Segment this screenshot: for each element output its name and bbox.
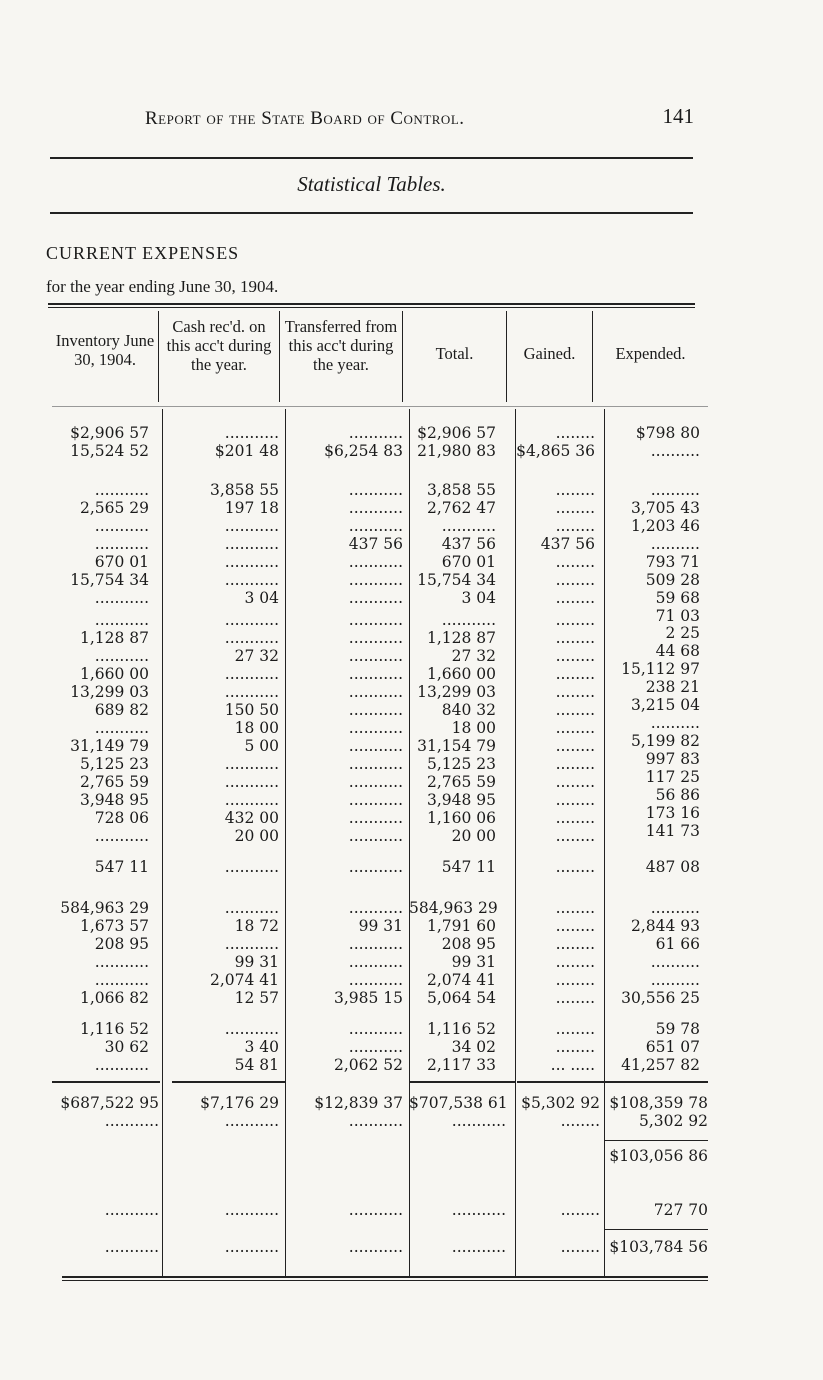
cash-values: ........... ........... 27 32 ........... ........... 150 50 18 00 5 00 ........... ........... ........... 432 00 20 00 <box>224 611 279 845</box>
expended-net: $103,056 86 <box>609 1147 708 1165</box>
cash-values: ........... <box>224 1201 279 1219</box>
inventory-values: ........... 2,565 29 ........... ........... 670 01 15,754 34 ........... <box>70 481 149 607</box>
col-header-cash: Cash rec'd. on this acc't during the year. <box>166 317 272 374</box>
total-values: ........... <box>451 1238 506 1256</box>
gained-values: ........ ........ ... ..... <box>550 1020 595 1074</box>
totals-rule <box>605 1081 708 1083</box>
cash-values: ........... <box>224 858 279 876</box>
inventory-values: ........... <box>104 1238 159 1256</box>
table-top-rule <box>48 303 695 305</box>
totals-rule <box>409 1081 515 1083</box>
cash-values: ........... 3 40 54 81 <box>224 1020 279 1074</box>
total-values: ........... 1,128 87 27 32 1,660 00 13,299 03 840 32 18 00 31,154 79 5,125 23 2,765 59 3,948 95 1,160 06 20 00 <box>417 611 496 845</box>
totals-rule <box>517 1081 604 1083</box>
col-header-inventory: Inventory June 30, 1904. <box>55 331 155 369</box>
inventory-values: $2,906 57 15,524 52 <box>70 424 149 460</box>
page-number: 141 <box>662 104 694 128</box>
gained-total: $5,302 92 ........ <box>521 1094 600 1130</box>
total-values: 547 11 <box>441 858 496 876</box>
expended-total: $108,359 78 5,302 92 <box>609 1094 708 1130</box>
expended-values: 487 08 <box>645 858 700 876</box>
gained-values: ........ ........ ........ 437 56 ........ ........ ........ <box>540 481 595 607</box>
totals-rule <box>52 1081 160 1083</box>
table-top-rule-thin <box>48 307 695 308</box>
total-values: 1,116 52 34 02 2,117 33 <box>426 1020 496 1074</box>
inventory-values: 584,963 29 1,673 57 208 95 ........... ........... 1,066 82 <box>60 899 149 1007</box>
total-values: 584,963 29 1,791 60 208 95 99 31 2,074 41 5,064 54 <box>409 899 498 1007</box>
gained-values: ........ <box>560 1201 600 1219</box>
transferred-values: ........... $6,254 83 <box>324 424 403 460</box>
current-expenses-table <box>52 311 708 1281</box>
gained-values: ........ ........ ........ ........ ........ ........ ........ ........ ........ ........ ........ ........ ........ <box>555 611 595 845</box>
inventory-values: 1,116 52 30 62 ........... <box>79 1020 149 1074</box>
total-values: ........... <box>451 1201 506 1219</box>
transferred-values: ........... <box>348 858 403 876</box>
expended-values: 59 78 651 07 41,257 82 <box>621 1020 700 1074</box>
table-bottom-rule <box>62 1276 708 1278</box>
cash-values: ........... $201 48 <box>214 424 279 460</box>
col-header-gained: Gained. <box>523 344 576 363</box>
running-title: Report of the State Board of Control. <box>145 108 465 129</box>
transferred-values: ........... <box>348 1201 403 1219</box>
gained-values: ........ <box>555 858 595 876</box>
header-separator <box>52 406 708 407</box>
expended-rule <box>605 1229 708 1230</box>
running-head <box>50 104 694 134</box>
col-header-expended: Expended. <box>615 344 686 363</box>
header-rule-bottom <box>50 212 693 214</box>
expended-values: .......... 2,844 93 61 66 .......... .......... 30,556 25 <box>621 899 700 1007</box>
table-subheading: for the year ending June 30, 1904. <box>46 277 279 296</box>
transferred-values: ........... ........... 2,062 52 <box>333 1020 403 1074</box>
expended-values: .......... 3,705 43 1,203 46 .......... 793 71 509 28 59 68 71 03 <box>630 481 700 625</box>
transferred-values: ........... ........... ........... ........... ........... ........... ........... ........... ........... ........... ........... ........... ........... <box>348 611 403 845</box>
expended-rule <box>605 1140 708 1141</box>
total-values: $2,906 57 21,980 83 <box>417 424 496 460</box>
section-title: Statistical Tables. <box>297 172 446 196</box>
expended-values: 727 70 <box>653 1201 708 1219</box>
inventory-values: ........... 1,128 87 ........... 1,660 00 13,299 03 689 82 ........... 31,149 79 5,125 23 2,765 59 3,948 95 728 06 ........... <box>70 611 149 845</box>
inventory-values: ........... <box>104 1201 159 1219</box>
transferred-values: ........... ........... ........... 437 56 ........... ........... ........... <box>348 481 403 607</box>
inventory-values: 547 11 <box>94 858 149 876</box>
cash-values: ........... <box>224 1238 279 1256</box>
totals-rule <box>172 1081 285 1083</box>
table-heading: CURRENT EXPENSES <box>46 243 240 263</box>
header-rule-top <box>50 157 693 159</box>
table-bottom-rule-thin <box>62 1280 708 1281</box>
gained-values: ........ <box>560 1238 600 1256</box>
cash-values: ........... 18 72 ........... 99 31 2,074 41 12 57 <box>209 899 279 1007</box>
total-values: 3,858 55 2,762 47 ........... 437 56 670 01 15,754 34 3 04 <box>417 481 496 607</box>
col-header-total: Total. <box>435 344 474 363</box>
expended-grand-total: $103,784 56 <box>609 1238 708 1256</box>
transferred-values: ........... <box>348 1238 403 1256</box>
expended-values: $798 80 .......... <box>635 424 700 460</box>
cash-values: 3,858 55 197 18 ........... ........... ........... ........... 3 04 <box>209 481 279 607</box>
transferred-total: $12,839 37 ........... <box>314 1094 403 1130</box>
gained-values: ........ $4,865 36 <box>516 424 595 460</box>
cash-total: $7,176 29 ........... <box>200 1094 279 1130</box>
expended-values: 2 25 44 68 15,112 97 238 21 3,215 04 .......... 5,199 82 997 83 117 25 56 86 173 16 141 73 <box>621 624 700 840</box>
total-total: $707,538 61 ........... <box>409 1094 508 1130</box>
col-header-transferred: Transferred from this acc't during the year. <box>284 317 398 374</box>
inventory-total: $687,522 95 ........... <box>60 1094 159 1130</box>
transferred-values: ........... 99 31 ........... ........... ........... 3,985 15 <box>333 899 403 1007</box>
gained-values: ........ ........ ........ ........ ........ ........ <box>555 899 595 1007</box>
